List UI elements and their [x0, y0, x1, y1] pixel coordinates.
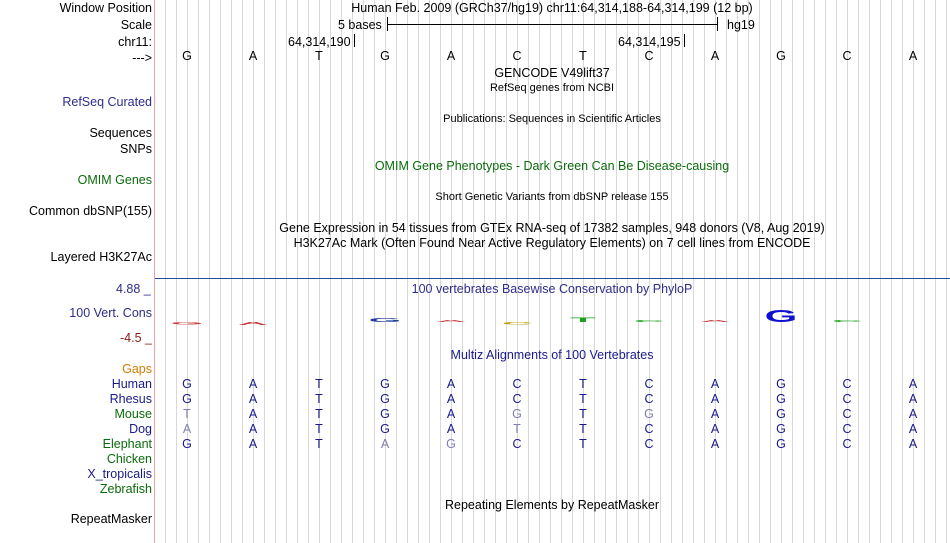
reference-base: C — [842, 49, 852, 63]
track-label-repeatmasker[interactable]: RepeatMasker — [70, 512, 152, 526]
window-position-text: Human Feb. 2009 (GRCh37/hg19) chr11:64,314,188-64,314,199 (12 bp) — [351, 1, 753, 15]
svg-text:C: C — [831, 319, 863, 323]
reference-base: C — [644, 49, 654, 63]
logo-letter — [238, 321, 268, 326]
track-label-gaps[interactable]: Gaps — [122, 362, 152, 376]
aligned-base: G — [776, 377, 786, 391]
logo-letter — [570, 316, 597, 323]
reference-base: G — [380, 49, 390, 63]
logo-letter — [832, 320, 862, 323]
species-label-rhesus[interactable]: Rhesus — [109, 392, 152, 406]
svg-text:G: G — [368, 317, 402, 324]
aligned-base: G — [380, 407, 390, 421]
logo-letter — [700, 320, 730, 323]
aligned-base: C — [512, 377, 522, 391]
species-label-mouse[interactable]: Mouse — [114, 407, 152, 421]
chromosome-label: chr11: — [118, 35, 152, 49]
logo-letter — [436, 320, 466, 323]
reference-base: T — [579, 49, 587, 63]
publications-track-title: Publications: Sequences in Scientific Articles — [443, 113, 661, 125]
reference-base: G — [182, 49, 192, 63]
aligned-base: T — [315, 407, 323, 421]
aligned-base: A — [710, 437, 720, 451]
aligned-base: G — [380, 422, 390, 436]
scale-bases-text: 5 bases — [338, 18, 382, 32]
aligned-base: A — [710, 377, 720, 391]
aligned-base: A — [182, 422, 192, 436]
aligned-base: T — [315, 437, 323, 451]
aligned-base: G — [776, 422, 786, 436]
coord-label-2: 64,314,195 — [618, 35, 681, 49]
species-label-chicken[interactable]: Chicken — [106, 452, 152, 466]
track-label-layered-h3k27ac[interactable]: Layered H3K27Ac — [50, 250, 152, 264]
aligned-base: C — [512, 392, 522, 406]
aligned-base: A — [248, 377, 258, 391]
scale-assembly-text: hg19 — [727, 18, 755, 32]
aligned-base: A — [710, 422, 720, 436]
aligned-base: T — [579, 407, 587, 421]
scale-label: Scale — [120, 18, 152, 32]
aligned-base: G — [182, 377, 192, 391]
aligned-base: A — [248, 422, 258, 436]
repeatmasker-track-title: Repeating Elements by RepeatMasker — [444, 498, 660, 512]
species-label-zebrafish[interactable]: Zebrafish — [99, 482, 152, 496]
svg-text:A: A — [435, 319, 467, 323]
svg-text:G: G — [170, 321, 204, 326]
coord-label-1: 64,314,190 — [288, 35, 351, 49]
h3k27ac-track-title: H3K27Ac Mark (Often Found Near Active Regulatory Elements) on 7 cell lines from ENCODE — [293, 236, 811, 250]
aligned-base: C — [842, 392, 852, 406]
aligned-base: C — [512, 437, 522, 451]
aligned-base: T — [579, 422, 587, 436]
reference-base: C — [512, 49, 522, 63]
aligned-base: A — [908, 437, 918, 451]
aligned-base: A — [446, 422, 456, 436]
aligned-base: T — [183, 407, 191, 421]
aligned-base: A — [710, 407, 720, 421]
track-label-omim-genes[interactable]: OMIM Genes — [77, 173, 152, 187]
svg-text:C: C — [633, 319, 665, 323]
cons-axis-max: 4.88 _ — [116, 282, 151, 296]
aligned-base: A — [908, 377, 918, 391]
phylop-track-title: 100 vertebrates Basewise Conservation by PhyloP — [411, 282, 693, 296]
track-label-refseq-curated[interactable]: RefSeq Curated — [62, 95, 152, 109]
aligned-base: T — [579, 377, 587, 391]
logo-letter — [765, 306, 798, 326]
aligned-base: G — [182, 437, 192, 451]
aligned-base: A — [380, 437, 390, 451]
dbsnp-track-title: Short Genetic Variants from dbSNP release 155 — [435, 191, 669, 203]
track-label-100-vert-cons[interactable]: 100 Vert. Cons — [69, 306, 152, 320]
logo-letter — [171, 321, 204, 325]
aligned-base: C — [644, 377, 654, 391]
multiz-track-title: Multiz Alignments of 100 Vertebrates — [450, 348, 654, 362]
reference-base: A — [908, 49, 918, 63]
aligned-base: T — [513, 422, 521, 436]
svg-text:C: C — [501, 321, 533, 326]
strand-direction-label[interactable]: ---> — [132, 51, 152, 65]
aligned-base: A — [248, 407, 258, 421]
aligned-base: A — [710, 392, 720, 406]
aligned-base: G — [512, 407, 522, 421]
track-label-snps[interactable]: SNPs — [120, 142, 152, 156]
species-label-human[interactable]: Human — [111, 377, 152, 391]
logo-letter — [369, 317, 402, 323]
aligned-base: T — [315, 392, 323, 406]
svg-text:T: T — [570, 316, 596, 324]
aligned-base: C — [842, 437, 852, 451]
aligned-base: G — [182, 392, 192, 406]
aligned-base: C — [644, 392, 654, 406]
window-position-label: Window Position — [59, 1, 152, 15]
aligned-base: G — [776, 407, 786, 421]
aligned-base: T — [579, 437, 587, 451]
aligned-base: A — [446, 377, 456, 391]
reference-base: A — [710, 49, 720, 63]
aligned-base: C — [842, 407, 852, 421]
reference-base: A — [446, 49, 456, 63]
track-label-common-dbsnp[interactable]: Common dbSNP(155) — [29, 204, 152, 218]
aligned-base: G — [380, 377, 390, 391]
aligned-base: G — [776, 392, 786, 406]
aligned-base: G — [776, 437, 786, 451]
gencode-track-title: GENCODE V49lift37 — [494, 66, 610, 80]
species-label-x-tropicalis[interactable]: X_tropicalis — [87, 467, 152, 481]
aligned-base: C — [842, 422, 852, 436]
aligned-base: C — [842, 377, 852, 391]
track-label-sequences[interactable]: Sequences — [89, 126, 152, 140]
reference-base: G — [776, 49, 786, 63]
aligned-base: T — [579, 392, 587, 406]
svg-text:G: G — [764, 305, 798, 326]
aligned-base: G — [446, 437, 456, 451]
aligned-base: A — [908, 392, 918, 406]
aligned-base: G — [644, 407, 654, 421]
aligned-base: A — [446, 407, 456, 421]
gtex-track-title: Gene Expression in 54 tissues from GTEx RNA-seq of 17382 samples, 948 donors (V8, Aug 2019) — [279, 221, 825, 235]
aligned-base: A — [446, 392, 456, 406]
logo-letter — [634, 320, 664, 323]
reference-base: T — [315, 49, 323, 63]
aligned-base: T — [315, 377, 323, 391]
aligned-base: A — [908, 422, 918, 436]
species-label-dog[interactable]: Dog — [129, 422, 152, 436]
svg-text:A: A — [237, 321, 269, 327]
species-label-elephant[interactable]: Elephant — [102, 437, 152, 451]
refseq-track-title: RefSeq genes from NCBI — [489, 82, 615, 94]
aligned-base: C — [644, 422, 654, 436]
cons-axis-min: -4.5 _ — [120, 331, 152, 345]
logo-letter — [502, 321, 532, 325]
aligned-base: A — [908, 407, 918, 421]
aligned-base: A — [248, 392, 258, 406]
reference-base: A — [248, 49, 258, 63]
aligned-base: C — [644, 437, 654, 451]
aligned-base: G — [380, 392, 390, 406]
aligned-base: T — [315, 422, 323, 436]
aligned-base: A — [248, 437, 258, 451]
omim-track-title: OMIM Gene Phenotypes - Dark Green Can Be Disease-causing — [374, 159, 730, 173]
svg-text:A: A — [699, 319, 731, 323]
